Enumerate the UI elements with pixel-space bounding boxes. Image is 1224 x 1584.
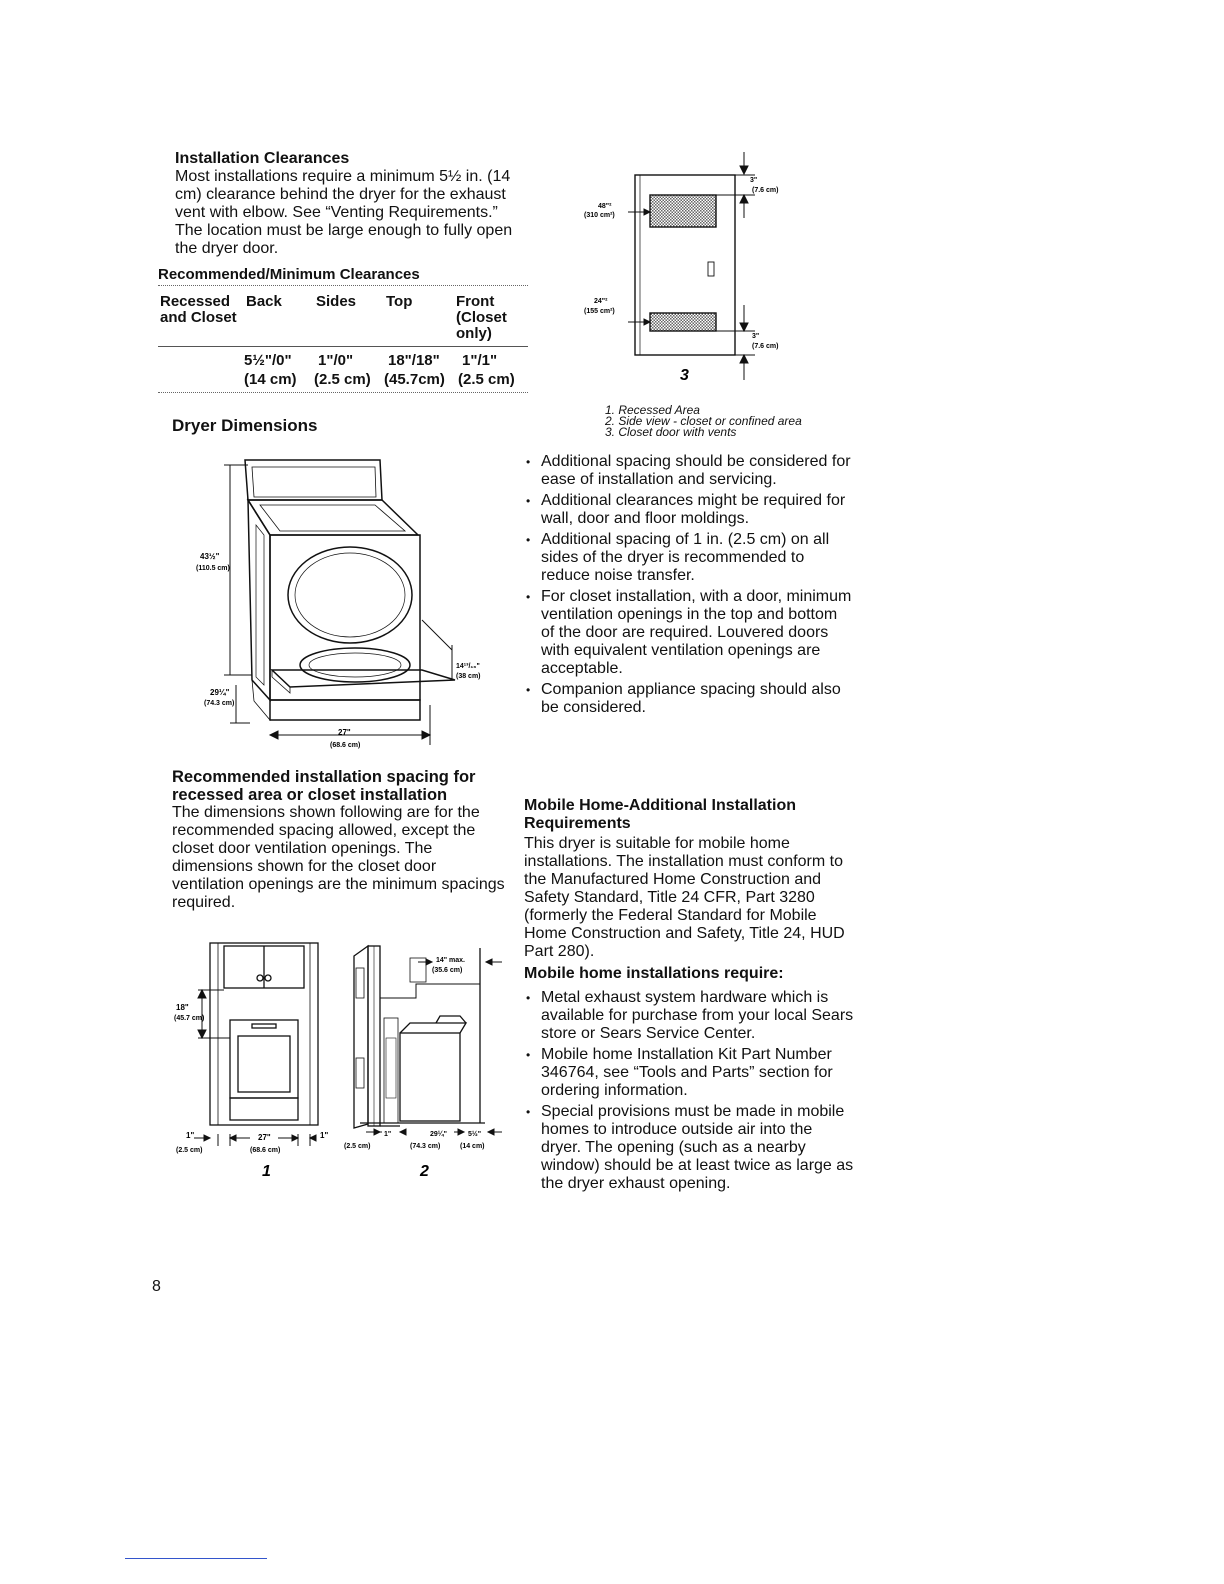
- mobile-home-heading: Mobile Home-Additional Installation Requirements: [524, 797, 796, 832]
- door-depth-in: 14¹³/₁₆": [456, 663, 480, 670]
- recess-gap1-cm: (2.5 cm): [176, 1147, 203, 1154]
- dryer-height-in: 43½": [200, 552, 220, 561]
- recess-width-cm: (68.6 cm): [250, 1147, 281, 1154]
- installation-clearances-heading: Installation Clearances: [175, 150, 350, 167]
- door-top-gap-cm: (7.6 cm): [752, 187, 779, 194]
- caption-1: 1. Recessed Area: [605, 403, 700, 417]
- figure-number-3: 3: [680, 367, 689, 384]
- footer-rule: [125, 1558, 267, 1559]
- side-top-in: 14" max.: [436, 957, 466, 964]
- table-sides-in: 1"/0": [318, 352, 354, 369]
- list-item: • Additional spacing of 1 in. (2.5 cm) on all sides of the dryer is recommended to reduce noise transfer.: [522, 531, 852, 585]
- table-header-front: Front (Closet only): [456, 293, 507, 342]
- door-bottom-gap-cm: (7.6 cm): [752, 343, 779, 350]
- page-number: 8: [152, 1278, 161, 1295]
- table-top-cm: (45.7cm): [384, 371, 445, 388]
- dryer-depth-cm: (74.3 cm): [204, 700, 235, 707]
- door-top-vent-cm: (310 cm²): [584, 212, 615, 219]
- list-item: • Additional spacing should be considered for ease of installation and servicing.: [522, 453, 852, 489]
- table-header-sides: Sides: [316, 293, 357, 310]
- door-bottom-vent-cm: (155 cm²): [584, 308, 615, 315]
- list-item: • Metal exhaust system hardware which is available for purchase from your local Sears store or Sears Service Center.: [522, 989, 854, 1043]
- recess-gap1-in: 1": [186, 1131, 195, 1140]
- recess-width-in: 27": [258, 1133, 271, 1142]
- spacing-heading: Recommended installation spacing for recessed area or closet installation: [172, 768, 476, 804]
- table-bottom-rule: [158, 392, 528, 393]
- mobile-home-body: This dryer is suitable for mobile home installations. The installation must conform to the Manufactured Home Construction and Safety Standard, Title 24 CFR, Part 3280 (formerly the Federal Standard for Mobile Home Construction and Safety, Title 24, HUD Part 280).: [524, 835, 845, 960]
- list-item: • Mobile home Installation Kit Part Number 346764, see “Tools and Parts” section for ordering information.: [522, 1046, 854, 1100]
- recessed-area-figure: [170, 938, 330, 1188]
- spacing-bullet-list: [522, 453, 852, 720]
- side-depth-in: 29¼": [430, 1131, 447, 1138]
- table-back-in: 5½"/0": [244, 352, 292, 369]
- recess-vert-in: 18": [176, 1003, 189, 1012]
- figure-number-1: 1: [262, 1163, 271, 1180]
- dryer-width-cm: (68.6 cm): [330, 742, 361, 749]
- recess-gap2-in: 1": [320, 1131, 329, 1140]
- figure-number-2: 2: [420, 1163, 429, 1180]
- closet-door-figure: [580, 150, 800, 385]
- caption-2: 2. Side view - closet or confined area: [605, 414, 802, 428]
- dryer-dimensions-figure: [190, 455, 500, 755]
- door-depth-cm: (38 cm): [456, 673, 481, 680]
- spacing-body: The dimensions shown following are for the recommended spacing allowed, except the closet door ventilation openings. The dimensions shown for the closet door ventilation openings are the minimum spacings required.: [172, 804, 505, 911]
- caption-3: 3. Closet door with vents: [605, 425, 737, 439]
- list-item: • For closet installation, with a door, minimum ventilation openings in the top and bottom of the door are required. Louvered doors with equivalent ventilation openings are acceptable.: [522, 588, 852, 678]
- side-view-figure: [340, 938, 520, 1188]
- side-back-cm: (14 cm): [460, 1143, 485, 1150]
- door-top-vent-in: 48"²: [598, 203, 612, 210]
- table-sides-cm: (2.5 cm): [314, 371, 371, 388]
- dryer-height-cm: (110.5 cm): [196, 565, 230, 572]
- side-top-cm: (35.6 cm): [432, 967, 463, 974]
- mobile-bullet-list: [522, 989, 854, 1196]
- installation-clearances-body: Most installations require a minimum 5½ in. (14 cm) clearance behind the dryer for the exhaust vent with elbow. See “Venting Requirements.” The location must be large enough to fully open the dryer door.: [175, 168, 513, 257]
- table-divider: [158, 346, 528, 347]
- table-front-in: 1"/1": [462, 352, 498, 369]
- side-gap-cm: (2.5 cm): [344, 1143, 371, 1150]
- dryer-dimensions-heading: Dryer Dimensions: [172, 416, 318, 435]
- side-depth-cm: (74.3 cm): [410, 1143, 441, 1150]
- door-bottom-gap-in: 3": [752, 333, 760, 340]
- table-header-top: Top: [386, 293, 413, 310]
- clearances-table-title: Recommended/Minimum Clearances: [158, 267, 528, 286]
- figure-captions: [605, 405, 802, 438]
- list-item: • Special provisions must be made in mobile homes to introduce outside air into the dryer. The opening (such as a nearby window) should be at least twice as large as the dryer exhaust opening.: [522, 1103, 854, 1193]
- dryer-width-in: 27": [338, 728, 351, 737]
- door-bottom-vent-in: 24"²: [594, 298, 608, 305]
- table-back-cm: (14 cm): [244, 371, 297, 388]
- table-front-cm: (2.5 cm): [458, 371, 515, 388]
- list-item: • Companion appliance spacing should also be considered.: [522, 681, 852, 717]
- door-top-gap-in: 3": [750, 177, 758, 184]
- table-header-recessed: Recessed and Closet: [160, 293, 237, 326]
- mobile-home-requirements-heading: Mobile home installations require:: [524, 965, 784, 982]
- recess-vert-cm: (45.7 cm): [174, 1015, 205, 1022]
- side-gap-in: 1": [384, 1131, 392, 1138]
- dryer-depth-in: 29¼": [210, 688, 230, 697]
- table-header-back: Back: [246, 293, 282, 310]
- table-top-in: 18"/18": [388, 352, 440, 369]
- side-back-in: 5½": [468, 1131, 482, 1138]
- list-item: • Additional clearances might be required for wall, door and floor moldings.: [522, 492, 852, 528]
